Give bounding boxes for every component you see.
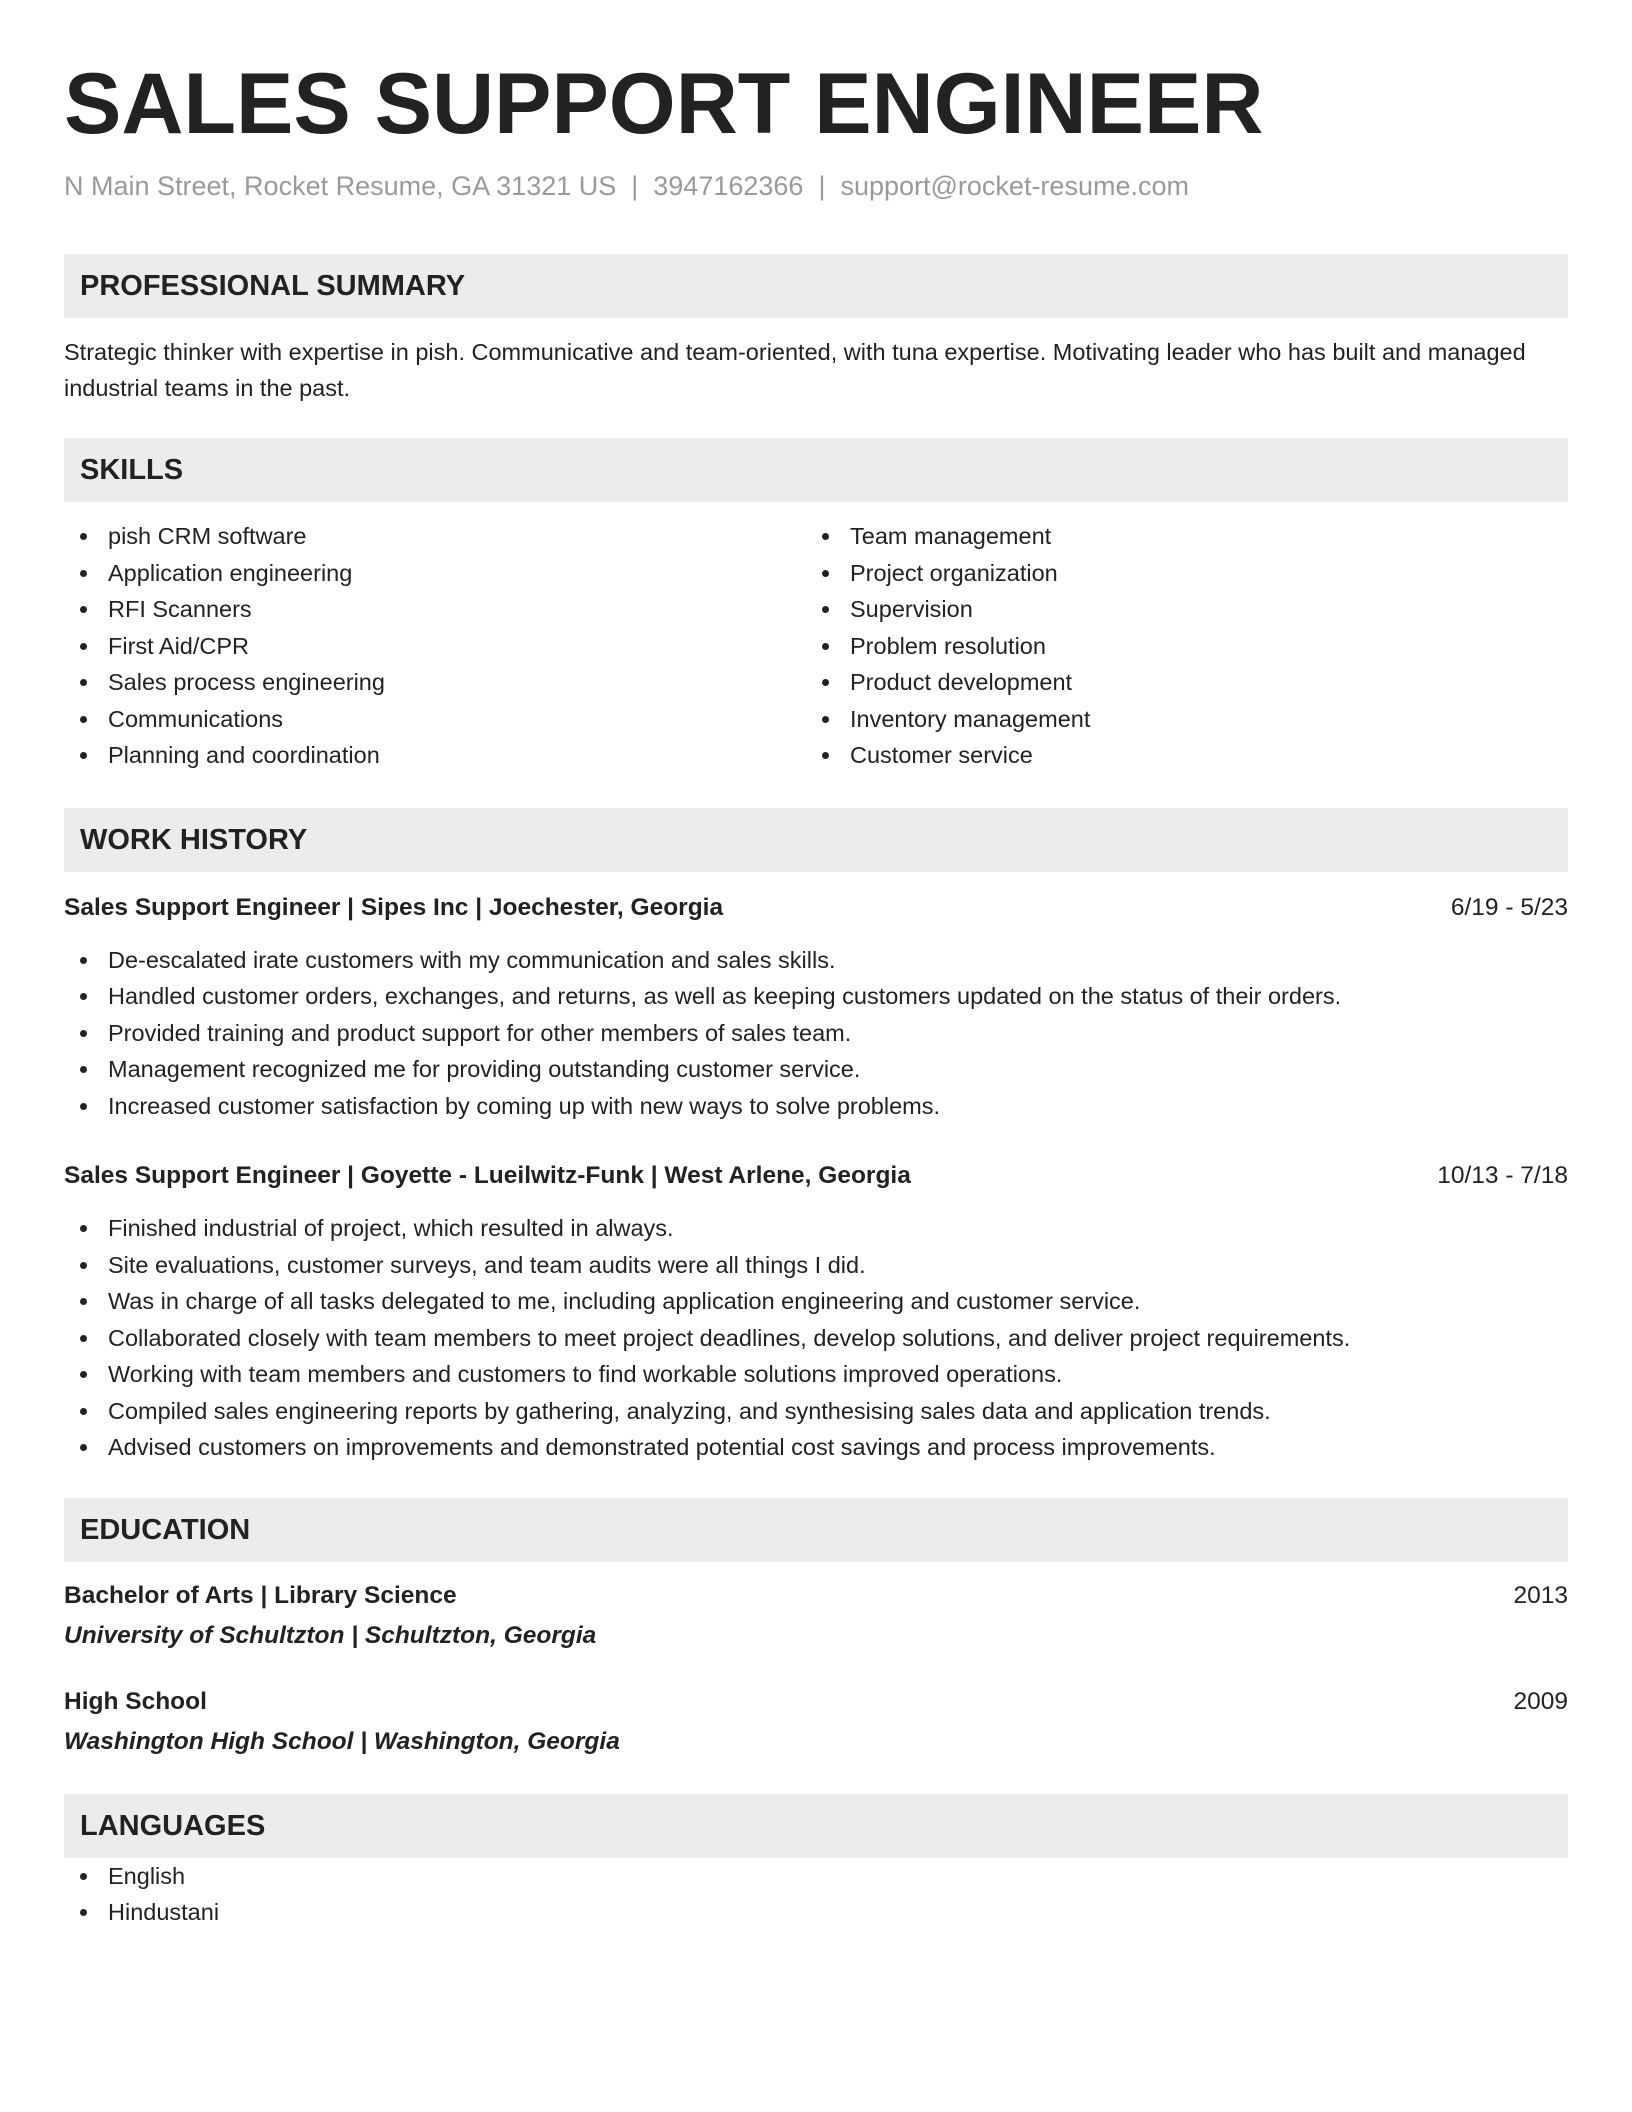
job-bullet: Advised customers on improvements and demonstrated potential cost savings and process improvements.: [64, 1429, 1568, 1466]
job-bullet: De-escalated irate customers with my communication and sales skills.: [64, 942, 1568, 979]
skills-grid: [64, 518, 1568, 774]
skill-item: Sales process engineering: [64, 664, 806, 701]
job-bullet: Finished industrial of project, which resulted in always.: [64, 1210, 1568, 1247]
contact-email: support@rocket-resume.com: [840, 171, 1189, 201]
summary-text: Strategic thinker with expertise in pish. Communicative and team-oriented, with tuna expertise. Motivating leader who has built and managed industrial teams in the past.: [64, 339, 1526, 401]
education-entry: [64, 1578, 1568, 1654]
education-degree: High School: [64, 1687, 207, 1715]
language-item: Hindustani: [64, 1894, 1568, 1931]
job-bullet: Collaborated closely with team members to meet project deadlines, develop solutions, and deliver project requirements.: [64, 1320, 1568, 1357]
work-history-heading: WORK HISTORY: [64, 808, 1568, 872]
education-year: 2009: [1513, 1687, 1568, 1715]
resume-name: SALES SUPPORT ENGINEER: [64, 56, 1264, 152]
skill-item: pish CRM software: [64, 518, 806, 555]
skill-item: Communications: [64, 701, 806, 738]
skills-heading: SKILLS: [64, 438, 1568, 502]
education-school: Washington High School | Washington, Georgia: [64, 1727, 620, 1755]
job-dates: 6/19 - 5/23: [1450, 893, 1568, 921]
skills-column-left: [64, 518, 806, 774]
education-heading: EDUCATION: [64, 1498, 1568, 1562]
education-degree: Bachelor of Arts | Library Science: [64, 1581, 457, 1609]
education-year: 2013: [1513, 1581, 1568, 1609]
job-title: Sales Support Engineer | Sipes Inc | Joechester, Georgia: [64, 893, 724, 921]
skill-item: Project organization: [806, 555, 1548, 592]
skill-item: Team management: [806, 518, 1548, 555]
contact-separator: |: [631, 171, 639, 201]
job-title-row: [64, 1158, 1568, 1194]
job-bullet: Was in charge of all tasks delegated to me, including application engineering and customer service.: [64, 1283, 1568, 1320]
job-bullet: Working with team members and customers to find workable solutions improved operations.: [64, 1356, 1568, 1393]
job-bullet: Provided training and product support for other members of sales team.: [64, 1015, 1568, 1052]
education-entry: [64, 1684, 1568, 1760]
education-school: University of Schultzton | Schultzton, Georgia: [64, 1621, 597, 1649]
contact-separator: |: [818, 171, 826, 201]
education-row: [64, 1578, 1568, 1614]
job-entry: [64, 890, 1568, 1125]
job-bullet: Increased customer satisfaction by coming up with new ways to solve problems.: [64, 1088, 1568, 1125]
education-row: [64, 1684, 1568, 1720]
languages-list: [64, 1858, 1568, 1931]
skill-item: Problem resolution: [806, 628, 1548, 665]
contact-line: [64, 168, 1568, 204]
languages-heading: LANGUAGES: [64, 1794, 1568, 1858]
skill-item: Application engineering: [64, 555, 806, 592]
summary-heading: PROFESSIONAL SUMMARY: [64, 254, 1568, 318]
job-bullet: Management recognized me for providing outstanding customer service.: [64, 1051, 1568, 1088]
contact-phone: 3947162366: [653, 171, 804, 201]
skill-item: Planning and coordination: [64, 737, 806, 774]
job-bullets: [64, 942, 1568, 1125]
job-bullet: Compiled sales engineering reports by gathering, analyzing, and synthesising sales data and application trends.: [64, 1393, 1568, 1430]
skill-item: Customer service: [806, 737, 1548, 774]
job-entry: [64, 1158, 1568, 1466]
contact-address: N Main Street, Rocket Resume, GA 31321 US: [64, 171, 617, 201]
job-title: Sales Support Engineer | Goyette - Lueilwitz-Funk | West Arlene, Georgia: [64, 1162, 911, 1189]
job-bullet: Site evaluations, customer surveys, and team audits were all things I did.: [64, 1247, 1568, 1284]
skill-item: First Aid/CPR: [64, 628, 806, 665]
skill-item: RFI Scanners: [64, 591, 806, 628]
job-dates: 10/13 - 7/18: [1437, 1162, 1568, 1189]
language-item: English: [64, 1858, 1568, 1895]
skill-item: Inventory management: [806, 701, 1548, 738]
skills-column-right: [806, 518, 1548, 774]
job-bullets: [64, 1210, 1568, 1466]
job-bullet: Handled customer orders, exchanges, and returns, as well as keeping customers updated on the status of their orders.: [64, 978, 1568, 1015]
skill-item: Product development: [806, 664, 1548, 701]
job-title-row: [64, 890, 1568, 926]
skill-item: Supervision: [806, 591, 1548, 628]
